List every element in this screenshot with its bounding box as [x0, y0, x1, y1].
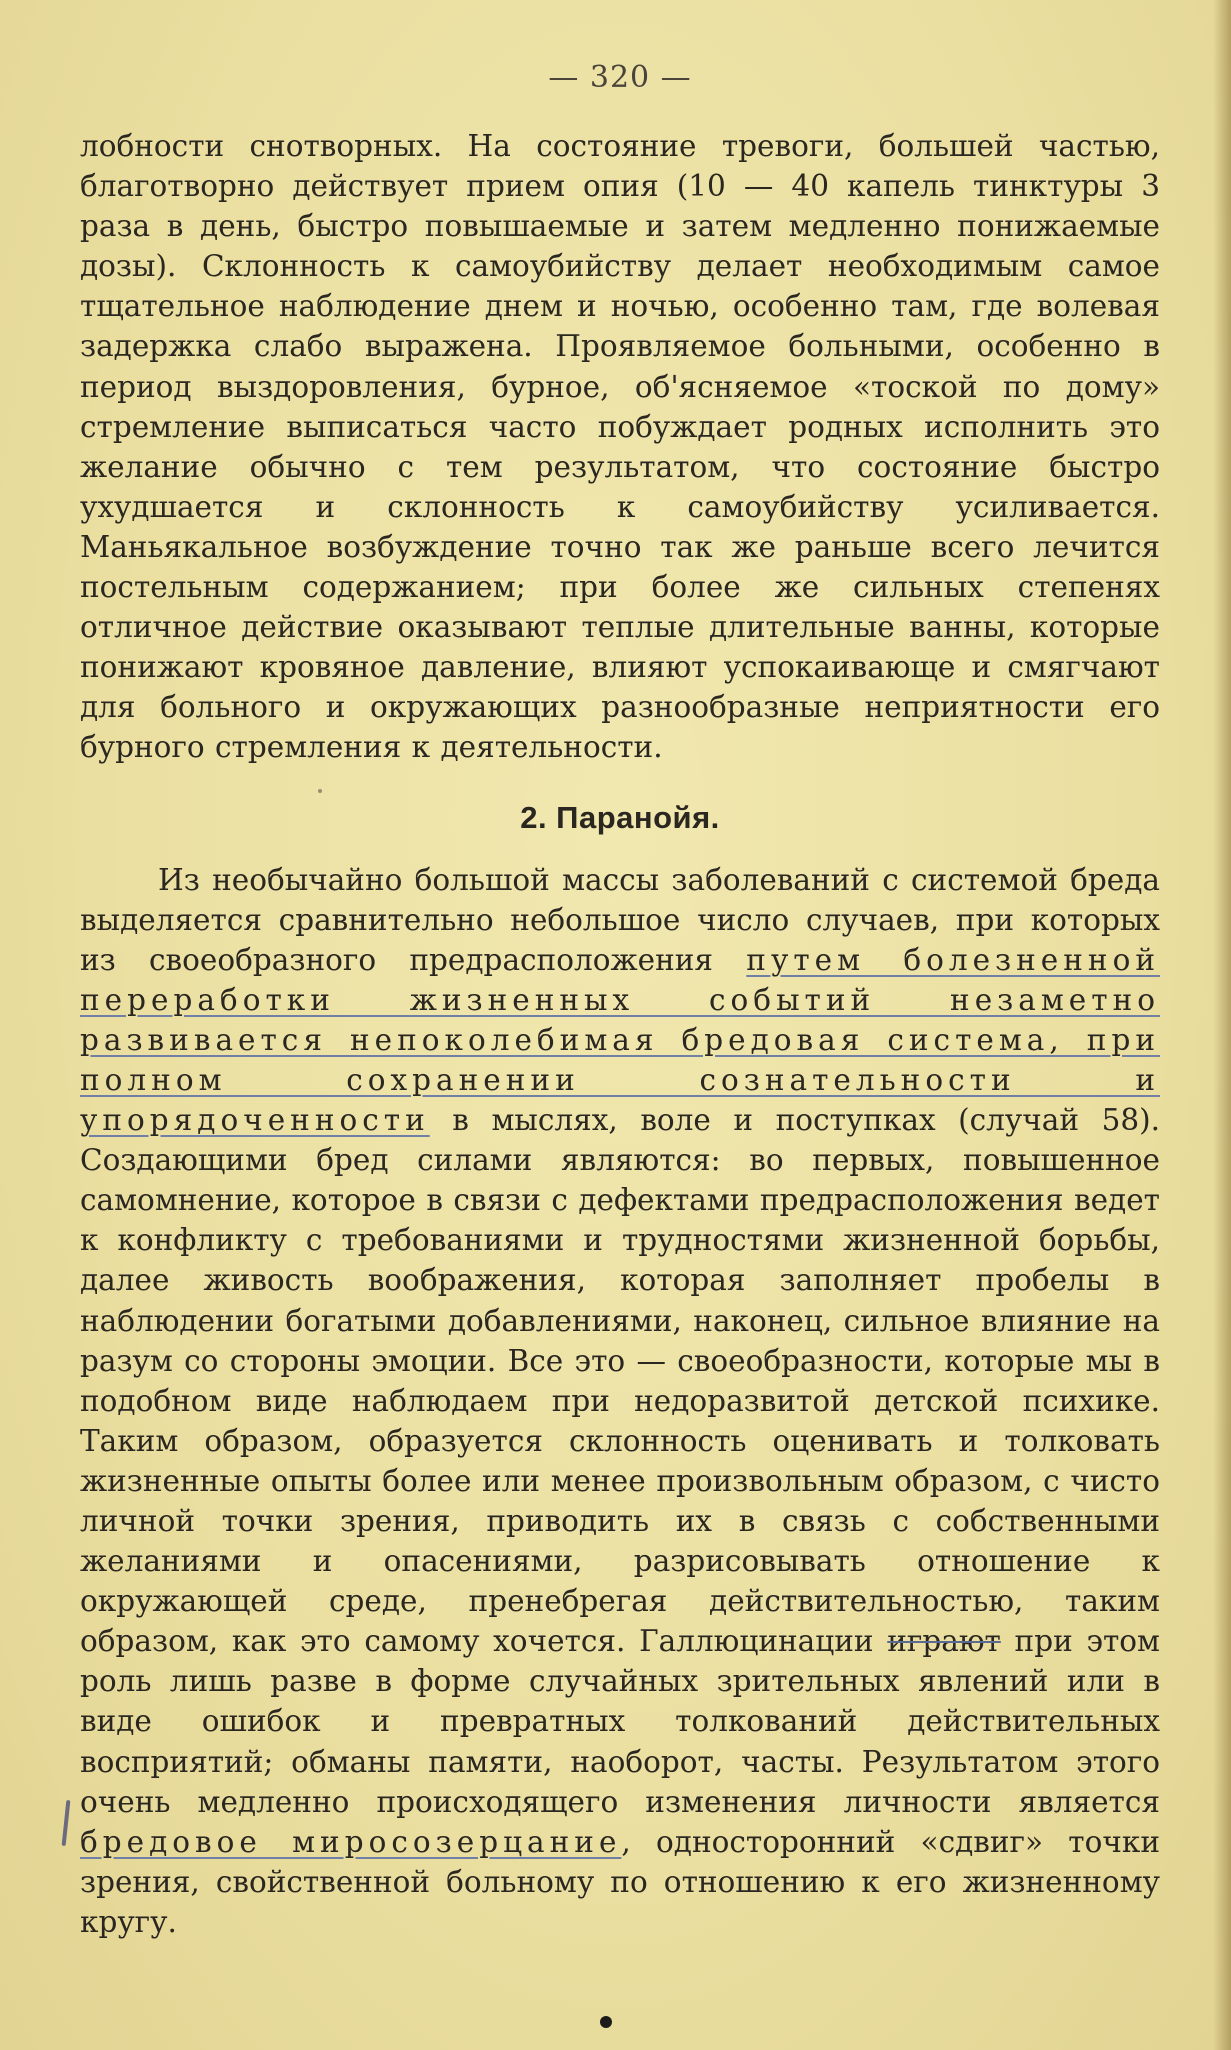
paranoia-emphasis-worldview: бредовое миросозерцание — [80, 1824, 622, 1859]
paranoia-struck-word: играют — [887, 1624, 1001, 1659]
paragraph-paranoia — [80, 860, 1160, 1943]
document-page — [80, 60, 1160, 1942]
ink-dot — [600, 2016, 612, 2028]
paranoia-text-c: в мыслях, воле и поступках (случай 58). Создающими бред силами являются: во первых, повышенное самомнение, которое в связи с дефектами предрасположения ведет к конфликту с требованиями и трудностями жизненной борьбы, далее живость воображения, которая заполняет пробелы в наблюдении богатыми добавлениями, наконец, сильное влияние на разум со стороны эмоции. Все это — своеобразности, которые мы в подобном виде наблюдаем при недоразвитой детской психике. Таким образом, образуется склонность оценивать и толковать жизненные опыты более или менее произвольным образом, с чисто личной точки зрения, приводить их в связь с собственными желаниями и опасениями, разрисовывать отношение к окружающей среде, пренебрегая действительностью, таким образом, как это самому хочется. Галлюцинации — [80, 1103, 1160, 1659]
margin-pencil-mark — [62, 1800, 71, 1846]
paranoia-text-g: , односторонний «сдвиг» точки зрения, свойственной больному по отношению к его жизненному кругу. — [80, 1824, 1160, 1939]
paranoia-text-e: при этом роль лишь разве в форме случайных зрительных явлений или в виде ошибок и превратных толкований действительных восприятий; обманы памяти, наоборот, часты. Результатом этого очень медленно происходящего изменения личности является — [80, 1624, 1160, 1819]
page-number: — 320 — — [548, 60, 692, 95]
paranoia-text-a: Из необычайно большой массы заболеваний с системой бреда выделяется сравнительно небольшое число случаев, при которых из своеобразного предрасположения — [80, 862, 1160, 977]
paragraph-treatment: лобности снотворных. На состояние тревоги, большей частью, благотворно действует прием опия (10 — 40 капель тинктуры 3 раза в день, быстро повышаемые и затем медленно понижаемые дозы). Склонность к самоубийству делает необходимым самое тщательное наблюдение днем и ночью, особенно там, где волевая задержка слабо выражена. Проявляемое больными, особенно в период выздоровления, бурное, об'ясняемое «тоской по дому» стремление выписаться часто побуждает родных исполнить это желание обычно с тем результатом, что состояние быстро ухудшается и склонность к самоубийству усиливается. Маньякальное возбуждение точно так же раньше всего лечится постельным содержанием; при более же сильных степенях отличное действие оказывают теплые длительные ванны, которые понижают кровяное давление, влияют успокаивающе и смягчают для больного и окружающих разнообразные неприятности его бурного стремления к деятельности. — [80, 129, 1160, 765]
section-heading: 2. Паранойя. — [520, 799, 720, 835]
page-edge-shadow — [1213, 0, 1231, 2050]
paranoia-emphasis-system: путем болезненной переработки жизненных событий незаметно развивается непоколебимая бредовая система, при полном сохранении сознательности и упорядоченности — [80, 942, 1160, 1138]
